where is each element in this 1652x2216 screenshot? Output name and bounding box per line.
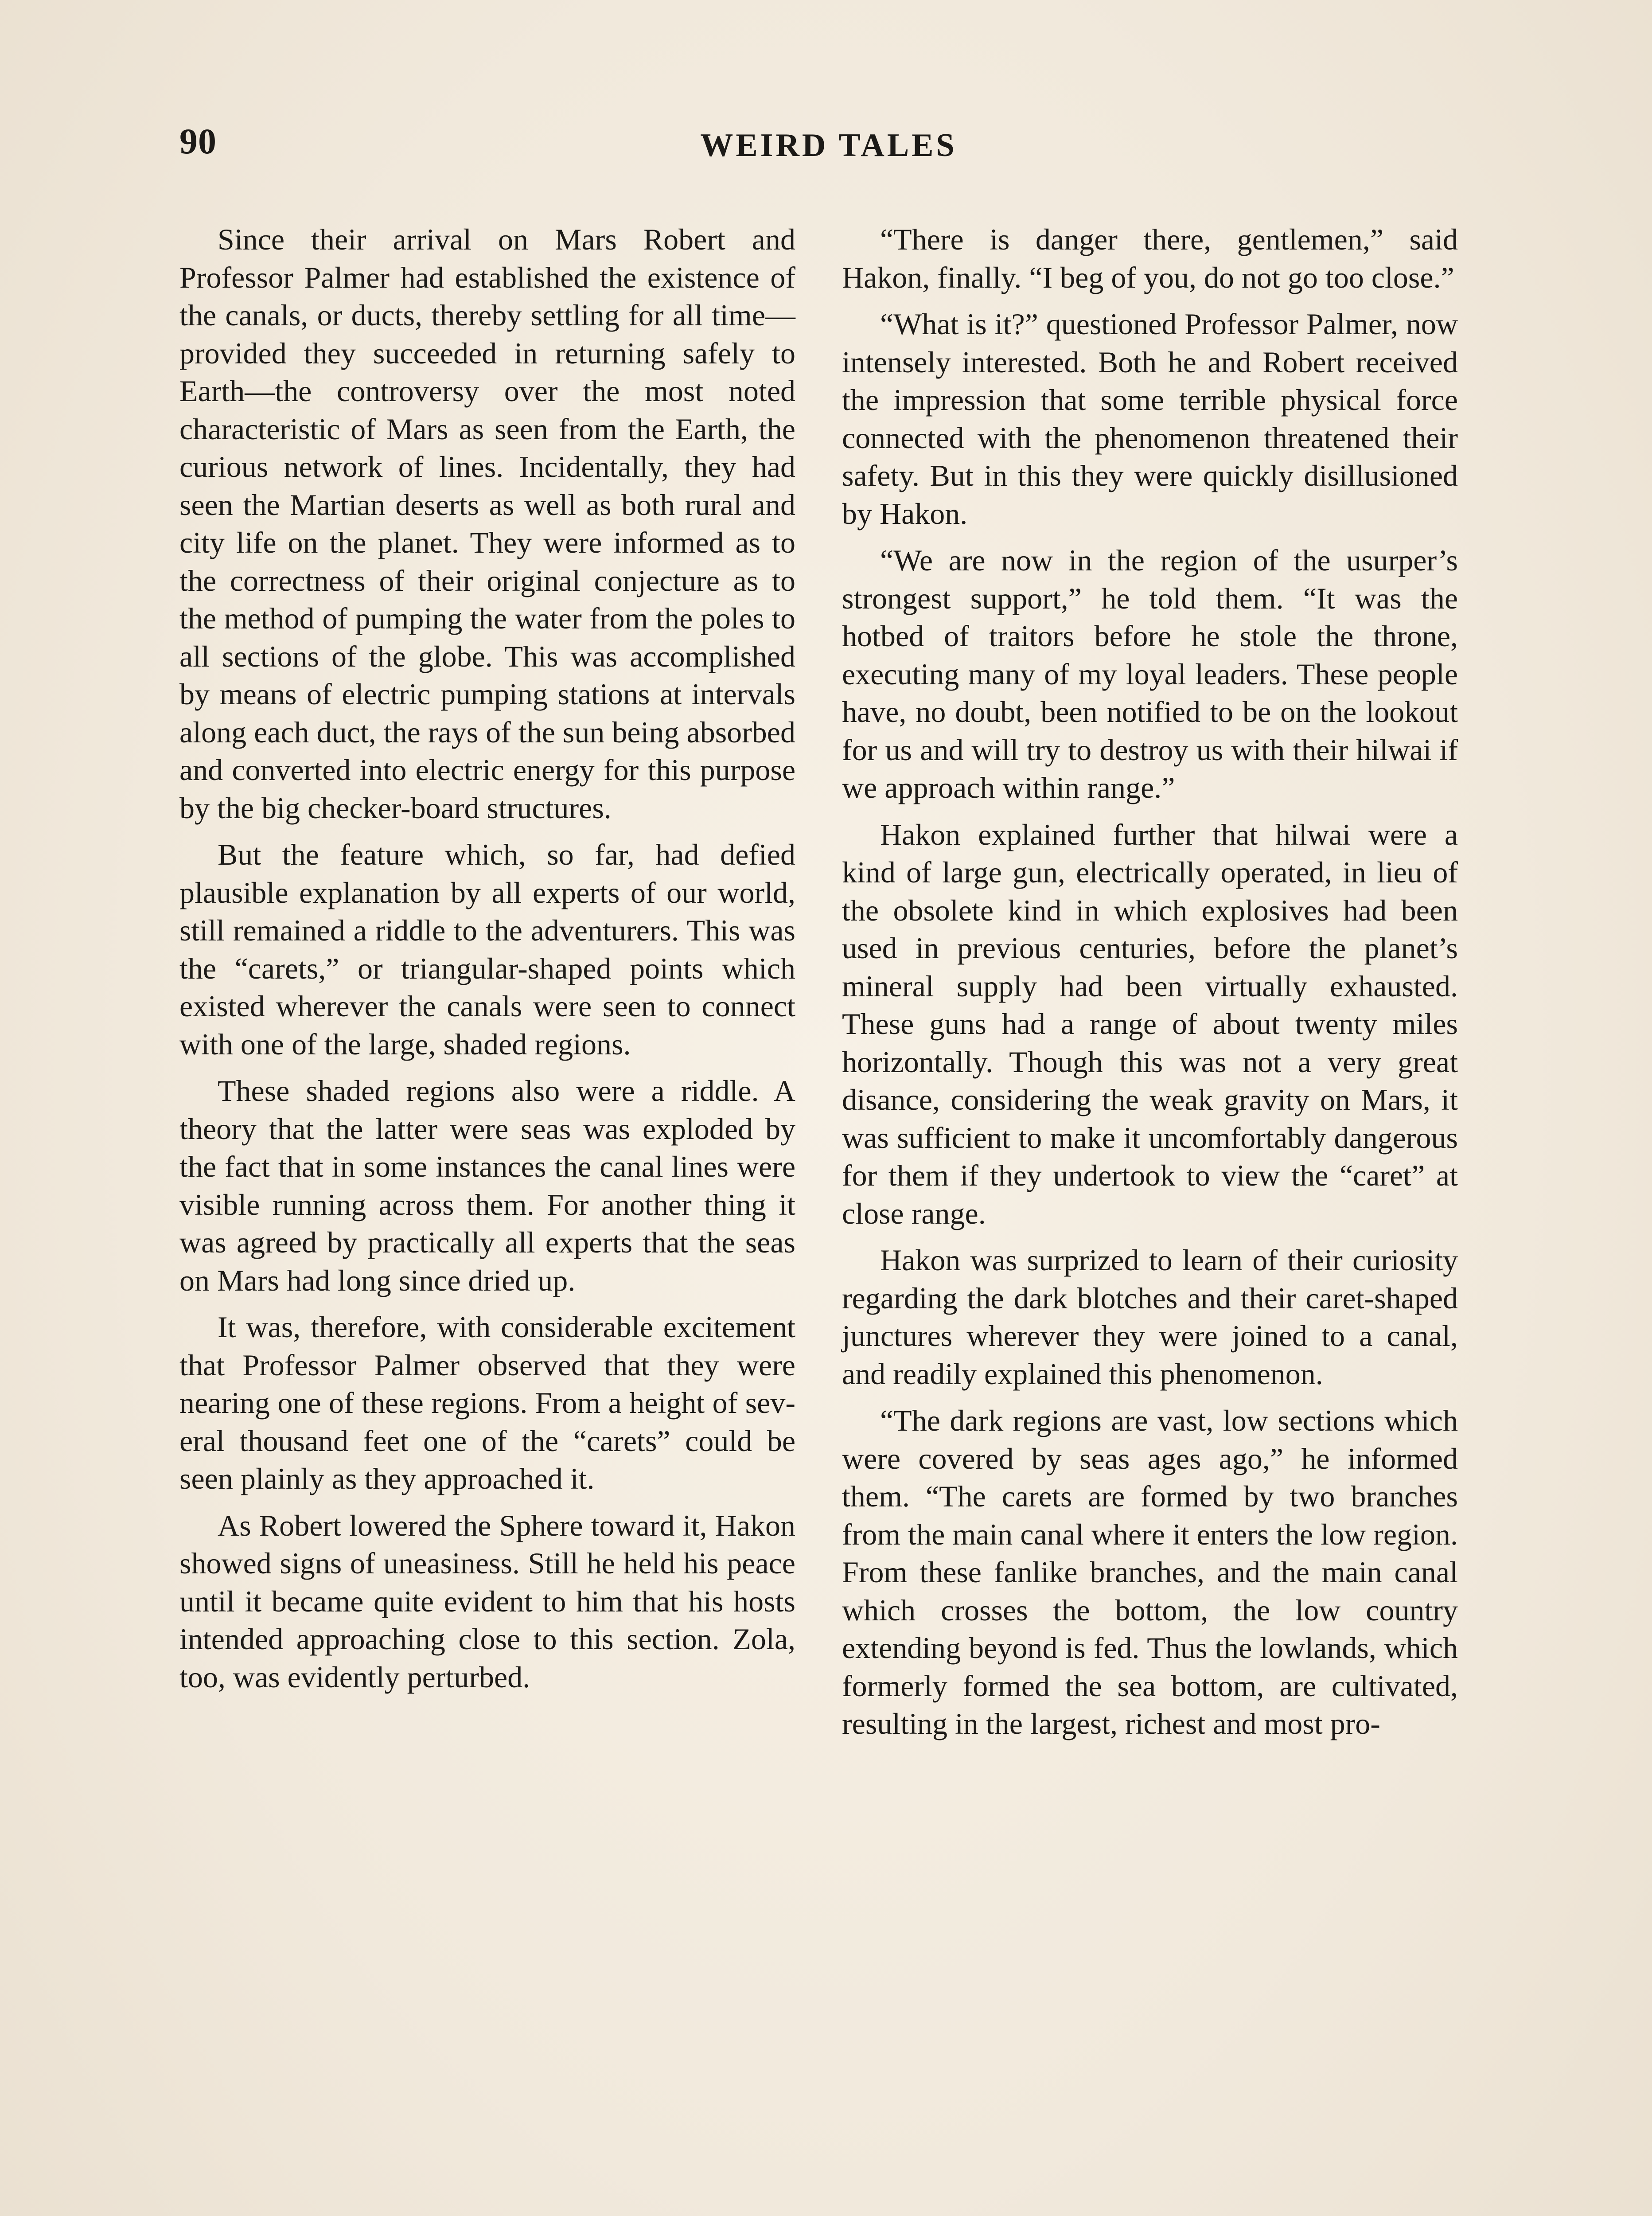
paragraph: “We are now in the region of the usurper’s strongest support,” he told them. “It was the hotbed of traitors before he stole the throne, executing many of my loyal leaders. These people have, no doubt, been notified to be on the lookout for us and will try to destroy us with their hilwai if we approach within range.” [842, 543, 1458, 804]
page-number: 90 [179, 121, 217, 161]
paragraph: As Robert lowered the Sphere toward it, Hakon showed signs of uneasiness. Still he held his peace until it became quite evident to him that his hosts intended approaching close to this section. Zola, too, was evidently perturbed. [179, 1508, 795, 1694]
paragraph: But the feature which, so far, had defied plausible explanation by all experts of our world, still remained a riddle to the adventurers. This was the “carets,” or triangular-shaped points which existed wherever the canals were seen to connect with one of the large, shaded regions. [179, 838, 795, 1061]
right-column [842, 221, 1458, 1752]
paragraph: These shaded regions also were a riddle. A theory that the latter were seas was exploded by the fact that in some instances the canal lines were visible running across them. For another thing it was agreed by practically all experts that the seas on Mars had long since dried up. [179, 1074, 795, 1297]
paragraph: Hakon explained further that hilwai were a kind of large gun, electrically operated, in lieu of the obsolete kind in which explosives had been used in previous centuries, before the planet’s mineral supply had been virtually exhausted. These guns had a range of about twenty miles horizontally. Though this was not a very great disance, considering the weak gravity on Mars, it was sufficient to make it uncomfortably dangerous for them if they undertook to view the “caret” at close range. [842, 817, 1458, 1230]
paragraph: “What is it?” questioned Professor Palmer, now intensely interested. Both he and Robert received the impression that some terrible physical force connected with the phenomenon threatened their safety. But in this they were quickly disillusioned by Hakon. [842, 307, 1458, 531]
running-head: WEIRD TALES [700, 127, 957, 164]
paragraph: Since their arrival on Mars Robert and Professor Palmer had established the existence of the canals, or ducts, thereby settling for all time—provided they succeeded in returning safely to Earth—the controversy over the most noted characteristic of Mars as seen from the Earth, the curious network of lines. Incidentally, they had seen the Martian deserts as well as both rural and city life on the planet. They were informed as to the correctness of their original conjecture as to the method of pumping the water from the poles to all sections of the globe. This was accomplished by means of electric pumping stations at intervals along each duct, the rays of the sun being absorbed and converted into electric energy for this purpose by the big checker-board structures. [179, 222, 795, 825]
left-column [179, 221, 795, 1705]
paragraph: Hakon was surprized to learn of their curiosity regarding the dark blotches and their caret-shaped junctures wherever they were joined to a canal, and readily explained this phenomenon. [842, 1243, 1458, 1391]
paragraph: It was, therefore, with considerable excitement that Professor Palmer observed that they were nearing one of these regions. From a height of several thousand feet one of the “carets” could be seen plainly as they approached it. [179, 1310, 795, 1495]
paragraph: “There is danger there, gentlemen,” said Hakon, finally. “I beg of you, do not go too close.” [842, 222, 1458, 294]
paragraph: “The dark regions are vast, low sections which were covered by seas ages ago,” he informed them. “The carets are formed by two branches from the main canal where it enters the low region. From these fanlike branches, and the main canal which crosses the bottom, the low country extending beyond is fed. Thus the lowlands, which formerly formed the sea bottom, are cultivated, resulting in the largest, richest and most pro- [842, 1404, 1458, 1740]
